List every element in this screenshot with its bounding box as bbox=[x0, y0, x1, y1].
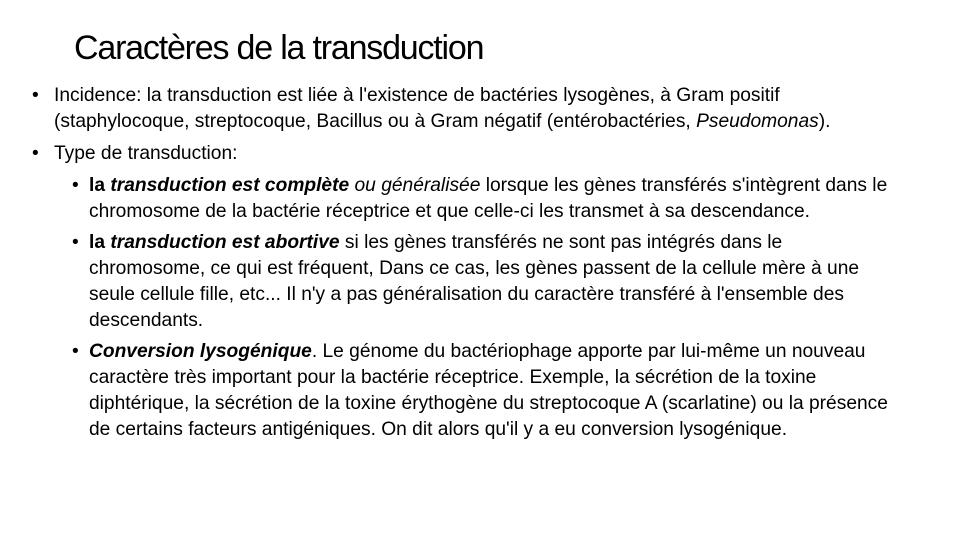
bullet-incidence bbox=[32, 83, 854, 135]
abortive-part2: transduction est abortive bbox=[110, 232, 340, 253]
bullet-dot: • bbox=[72, 341, 79, 362]
complete-part4: généralisée bbox=[381, 175, 486, 196]
abortive-part3: si les gènes transférés ne sont pas intégrés dans le chromosome, ce qui est fréquent, Dans ce cas, les gènes passent de la cellule mère à une seule cellule fille, etc... Il n'y a pas généralisation du caractère transféré à l'ensemble des descendants. bbox=[89, 232, 860, 331]
bullet-dot: • bbox=[72, 232, 79, 253]
bullet-dot: • bbox=[72, 175, 79, 196]
bullet-dot: • bbox=[32, 143, 39, 164]
complete-part5: lorsque les gènes transférés s'intègrent dans le chromosome de la bactérie réceptrice et que celle-ci les transmet à sa descendance. bbox=[89, 175, 888, 222]
type-label: Type de transduction: bbox=[54, 143, 238, 164]
complete-part1: la bbox=[89, 175, 111, 196]
conversion-part1: Conversion lysogénique bbox=[89, 341, 312, 362]
incidence-text: Incidence: la transduction est liée à l'existence de bactéries lysogènes, à Gram positif (staphylocoque, streptocoque, Bacillus ou à Gram négatif (entérobactéries, bbox=[54, 85, 780, 132]
bullet-type bbox=[32, 141, 902, 167]
conversion-part2: . Le génome du bactériophage apporte par lui-même un nouveau caractère très important pour la bactérie réceptrice. Exemple, la sécrétion de la toxine diphtérique, la sécrétion de la toxine érythogène du streptocoque A (scarlatine) ou la présence de certains facteurs antigéniques. On dit alors qu'il y a eu conversion lysogénique. bbox=[89, 341, 888, 440]
sub-bullet-complete bbox=[72, 173, 890, 225]
slide-content bbox=[32, 83, 902, 448]
sub-bullet-abortive bbox=[72, 230, 890, 334]
incidence-italic: Pseudomonas bbox=[696, 111, 819, 132]
type-sublist bbox=[72, 173, 890, 443]
complete-part3: ou bbox=[349, 175, 382, 196]
sub-bullet-conversion bbox=[72, 339, 890, 443]
abortive-part1: la bbox=[89, 232, 111, 253]
complete-part2: transduction est complète bbox=[110, 175, 350, 196]
slide-title: Caractères de la transduction bbox=[74, 29, 484, 67]
incidence-end: ). bbox=[818, 111, 831, 132]
bullet-dot: • bbox=[32, 85, 39, 106]
